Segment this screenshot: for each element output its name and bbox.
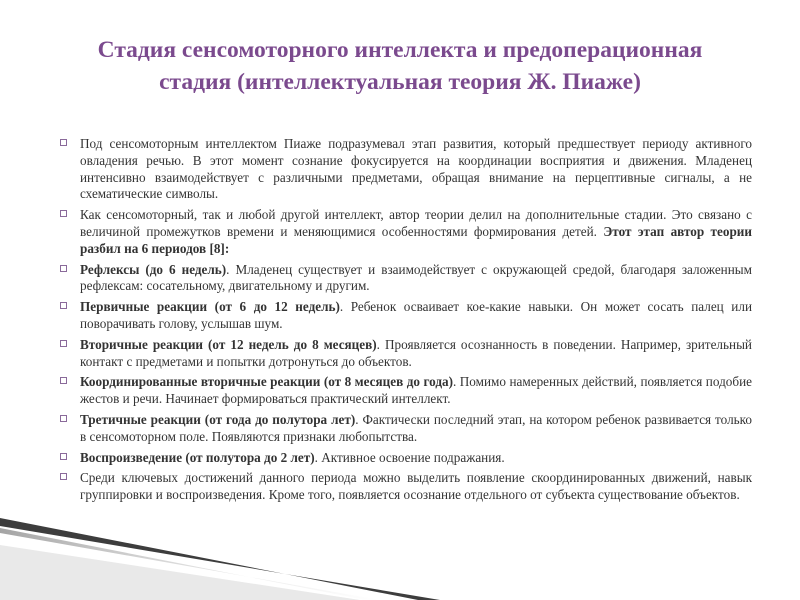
square-bullet-icon: [60, 139, 67, 146]
square-bullet-icon: [60, 210, 67, 217]
bullet-bold: Воспроизведение (от полутора до 2 лет): [80, 449, 315, 465]
square-bullet-icon: [60, 415, 67, 422]
bullet-item: [60, 262, 752, 296]
square-bullet-icon: [60, 302, 67, 309]
bullet-item: [60, 136, 752, 203]
bullet-bold-end: Этот этап автор теории разбил на 6 периодов [8]:: [80, 223, 752, 256]
decor-band: [0, 545, 360, 600]
bullet-text: . Помимо намеренных действий, появляется подобие жестов и речи. Начинает формироваться практический интеллект.: [80, 374, 752, 407]
bullet-bold: Вторичные реакции (от 12 недель до 8 месяцев): [80, 336, 377, 352]
bullet-text: Как сенсомоторный, так и любой другой интеллект, автор теории делил на дополнительные стадии. Это связано с величиной промежутков времени и меняющимися особенностями формирования детей.: [80, 207, 752, 239]
bullet-text: . Проявляется осознанность в поведении. Например, зрительный контакт с предметами и попытки дотронуться до объектов.: [80, 336, 752, 369]
bullet-item: [60, 337, 752, 371]
bullet-item: [60, 412, 752, 446]
square-bullet-icon: [60, 340, 67, 347]
slide-title: [30, 34, 770, 98]
content: [60, 136, 752, 508]
square-bullet-icon: [60, 265, 67, 272]
bullet-item: [60, 207, 752, 257]
square-bullet-icon: [60, 453, 67, 460]
bullet-text: Под сенсомоторным интеллектом Пиаже подразумевал этап развития, который предшествует периоду активного овладения речью. В этот момент сознание фокусируется на координации восприятия и движения. Младенец интенсивно взаимодействует с различными предметами, обращая внимание на перцептивные сигналы, а не схематические символы.: [80, 136, 752, 202]
bullet-text: Среди ключевых достижений данного периода можно выделить появление скоординированных движений, навык группировки и воспроизведения. Кроме того, появляется осознание отдельного от субъекта существование объектов.: [80, 470, 752, 503]
bullet-item: [60, 470, 752, 504]
title-line-1: Стадия сенсомоторного интеллекта и предоперационная: [97, 37, 703, 63]
bullet-text: . Младенец существует и взаимодействует с окружающей средой, благодаря заложенным рефлексам: сосательному, двигательному и другим.: [80, 261, 752, 294]
bullet-text: . Ребенок осваивает кое-какие навыки. Он может сосать палец или поворачивать голову, услышав шум.: [80, 299, 752, 331]
bullet-bold: Третичные реакции (от года до полутора лет): [80, 411, 356, 427]
bullet-bold: Первичные реакции (от 6 до 12 недель): [80, 299, 340, 315]
bullet-bold: Координированные вторичные реакции (от 8 месяцев до года): [80, 374, 453, 390]
bullet-item: [60, 299, 752, 333]
square-bullet-icon: [60, 473, 67, 480]
bullet-bold: Рефлексы (до 6 недель): [80, 261, 227, 277]
title-line-2: стадия (интеллектуальная теория Ж. Пиаже): [159, 69, 641, 95]
bullet-item: [60, 450, 752, 467]
bullet-text: . Активное освоение подражания.: [314, 449, 505, 465]
square-bullet-icon: [60, 377, 67, 384]
bullet-item: [60, 374, 752, 408]
bullet-text: . Фактически последний этап, на котором ребенок развивается только в сенсомоторном поле. Появляются признаки любопытства.: [80, 411, 752, 444]
